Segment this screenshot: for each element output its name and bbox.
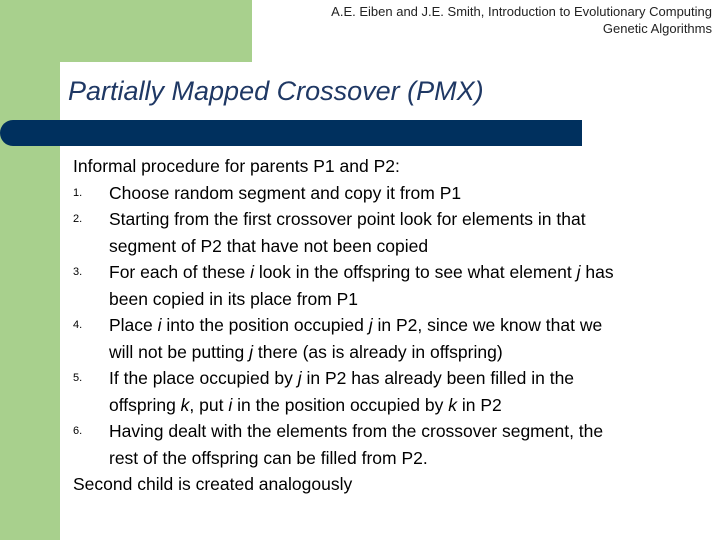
attribution-line-1: A.E. Eiben and J.E. Smith, Introduction to Evolutionary Computing bbox=[331, 4, 712, 19]
variable-name: j bbox=[297, 368, 302, 388]
text-segment: has been copied in its place from P1 bbox=[109, 262, 614, 309]
side-band bbox=[0, 0, 60, 540]
list-item-number: 1. bbox=[73, 186, 83, 199]
text-segment: If the place occupied by bbox=[109, 368, 298, 388]
variable-name: i bbox=[250, 262, 254, 282]
list-item bbox=[73, 365, 703, 418]
outro-text: Second child is created analogously bbox=[73, 474, 353, 494]
title-underline-bar bbox=[0, 120, 582, 146]
text-segment: , put bbox=[189, 394, 229, 415]
corner-block bbox=[60, 0, 252, 62]
list-item bbox=[73, 180, 703, 207]
text-segment: Having dealt with the elements from the crossover segment, the rest of the offspring can be filled from P2. bbox=[109, 421, 604, 468]
attribution-line-2: Genetic Algorithms bbox=[602, 21, 712, 36]
list-item-text bbox=[109, 365, 703, 418]
list-item-number: 2. bbox=[73, 213, 83, 225]
variable-name: j bbox=[576, 262, 581, 282]
variable-name: i bbox=[157, 315, 162, 335]
text-segment: For each of these bbox=[109, 262, 251, 282]
text-segment: Starting from the first crossover point look for elements in that segment of P2 that have not been copied bbox=[109, 209, 586, 256]
text-segment: Choose random segment and copy it from P1 bbox=[109, 182, 462, 203]
list-item bbox=[73, 418, 703, 471]
list-item-text bbox=[109, 259, 703, 312]
list-item-number: 3. bbox=[73, 266, 83, 278]
variable-name: k bbox=[448, 394, 457, 415]
list-item-number: 6. bbox=[73, 425, 83, 437]
text-segment: in the position occupied by bbox=[232, 394, 449, 415]
text-segment: in P2, since we know that we will not be putting bbox=[109, 315, 603, 362]
attribution bbox=[331, 3, 712, 37]
text-segment: into the position occupied bbox=[161, 315, 369, 335]
intro-text: Informal procedure for parents P1 and P2: bbox=[73, 156, 400, 176]
text-segment: there (as is already in offspring) bbox=[252, 341, 503, 362]
list-item-number: 4. bbox=[73, 319, 83, 331]
variable-name: j bbox=[249, 341, 253, 362]
variable-name: i bbox=[228, 394, 233, 415]
list-item bbox=[73, 312, 703, 365]
text-segment: in P2 has already been filled in the offspring bbox=[109, 368, 575, 415]
text-segment: in P2 bbox=[456, 394, 502, 415]
variable-name: k bbox=[180, 394, 190, 415]
text-segment: look in the offspring to see what element bbox=[253, 262, 577, 282]
steps-list bbox=[73, 180, 703, 472]
variable-name: j bbox=[368, 315, 373, 335]
list-item bbox=[73, 259, 703, 312]
list-item-text bbox=[109, 206, 703, 259]
list-item-number: 5. bbox=[73, 372, 83, 384]
list-item-text bbox=[109, 418, 703, 471]
slide-content bbox=[73, 153, 703, 498]
list-item bbox=[73, 206, 703, 259]
text-segment: Place bbox=[109, 315, 158, 335]
list-item-text bbox=[109, 312, 703, 365]
slide-title: Partially Mapped Crossover (PMX) bbox=[68, 76, 484, 106]
list-item-text bbox=[109, 180, 703, 207]
